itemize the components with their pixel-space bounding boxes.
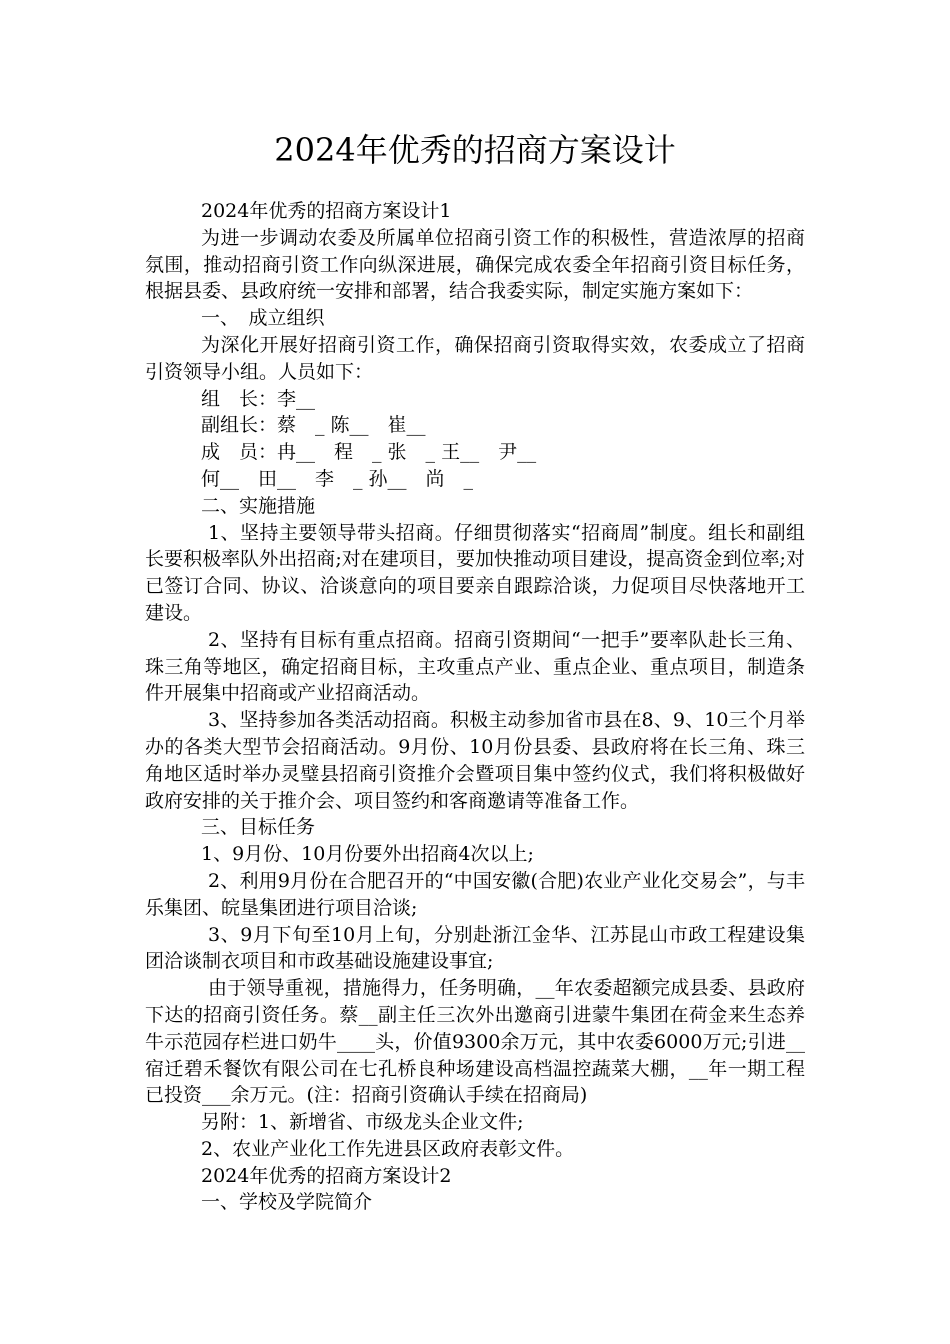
target-3: 3、9月下旬至10月上旬，分别赴浙江金华、江苏昆山市政工程建设集团洽谈制衣项目和市政基础设施建设事宜; — [145, 923, 805, 973]
measure-1: 1、坚持主要领导带头招商。仔细贯彻落实“招商周”制度。组长和副组长要积极率队外出招商;对在建项目，要加快推动项目建设，提高资金到位率;对已签订合同、协议、洽谈意向的项目要亲自跟踪洽谈，力促项目尽快落地开工建设。 — [145, 521, 805, 624]
attachment-2: 2、农业产业化工作先进县区政府表彰文件。 — [201, 1137, 575, 1160]
results-paragraph: 由于领导重视，措施得力，任务明确，__年农委超额完成县委、县政府下达的招商引资任务。蔡__副主任三次外出邀商引进蒙牛集团在荷金来生态养牛示范园存栏进口奶牛____头，价值9300余万元，其中农委6000万元;引进__宿迁碧禾餐饮有限公司在七孔桥良种场建设高档温控蔬菜大棚，__年一期工程已投资___余万元。(注：招商引资确认手续在招商局) — [145, 977, 805, 1107]
section-heading-2: 2024年优秀的招商方案设计2 — [201, 1164, 452, 1187]
member-leader: 组 长：李__ — [201, 387, 316, 410]
document-title: 2024年优秀的招商方案设计 — [274, 131, 676, 169]
organization-paragraph: 为深化开展好招商引资工作，确保招商引资取得实效，农委成立了招商引资领导小组。人员如下： — [145, 333, 805, 383]
measure-2: 2、坚持有目标有重点招商。招商引资期间“一把手”要率队赴长三角、珠三角等地区，确定招商目标，主攻重点产业、重点企业、重点项目，制造条件开展集中招商或产业招商活动。 — [145, 628, 805, 705]
attachment-1: 另附：1、新增省、市级龙头企业文件; — [201, 1111, 524, 1134]
member-members: 成 员：冉__ 程 _ 张 _ 王__ 尹__ — [201, 441, 537, 464]
intro-paragraph: 为进一步调动农委及所属单位招商引资工作的积极性，营造浓厚的招商氛围，推动招商引资工作向纵深进展，确保完成农委全年招商引资目标任务，根据县委、县政府统一安排和部署，结合我委实际，制定实施方案如下： — [145, 226, 805, 303]
target-1: 1、9月份、10月份要外出招商4次以上; — [201, 843, 534, 866]
heading-establish-organization: 一、 成立组织 — [201, 307, 325, 330]
heading-school-intro: 一、学校及学院简介 — [201, 1191, 373, 1214]
member-members-continued: 何__ 田__ 李 _ 孙__ 尚 _ — [201, 467, 474, 490]
heading-implementation-measures: 二、实施措施 — [201, 494, 316, 517]
member-deputy-leaders: 副组长：蔡 _ 陈__ 崔__ — [201, 414, 426, 437]
heading-target-tasks: 三、目标任务 — [201, 816, 316, 839]
measure-3: 3、坚持参加各类活动招商。积极主动参加省市县在8、9、10三个月举办的各类大型节会招商活动。9月份、10月份县委、县政府将在长三角、珠三角地区适时举办灵璧县招商引资推介会暨项目集中签约仪式，我们将积极做好政府安排的关于推介会、项目签约和客商邀请等准备工作。 — [145, 709, 805, 812]
section-heading-1: 2024年优秀的招商方案设计1 — [201, 200, 452, 222]
document-body — [145, 198, 805, 1216]
target-2: 2、利用9月份在合肥召开的“中国安徽(合肥)农业产业化交易会”，与丰乐集团、皖垦集团进行项目洽谈; — [145, 869, 805, 919]
